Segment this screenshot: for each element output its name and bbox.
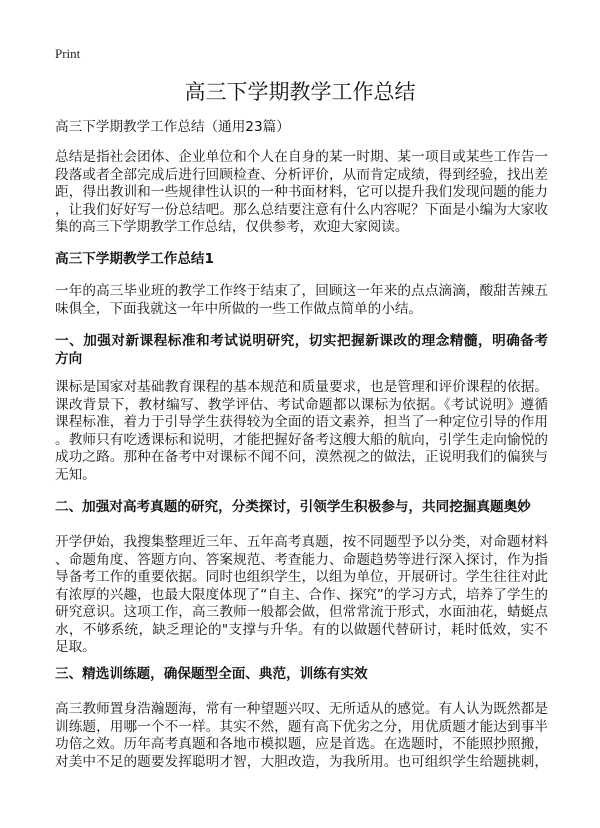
text-line: ，让我们好好写一份总结吧。那么总结要注意有什么内容呢？下面是小编为大家收 bbox=[55, 201, 548, 218]
text-line: 成功之路。那种在备考中对课标不闻不问，漠然视之的做法，正说明我们的偏狭与 bbox=[55, 449, 548, 465]
text-line: 课程标准，着力于引导学生获得较为全面的语文素养，担当了一种定位引导的作用 bbox=[55, 414, 548, 430]
paragraph-1 bbox=[55, 379, 548, 484]
print-link[interactable]: Print bbox=[55, 46, 81, 61]
text-line: 二、加强对高考真题的研究，分类探讨，引领学生积极参与，共同挖掘真题奥妙 bbox=[55, 499, 531, 515]
text-line: 课标是国家对基础教育课程的基本规范和质量要求，也是管理和评价课程的依据。 bbox=[55, 379, 548, 395]
paragraph-3 bbox=[55, 701, 548, 771]
text-line: 课改背景下，教材编写、教学评估、考试命题都以课标为依据。《考试说明》遵循 bbox=[55, 396, 548, 413]
text-line: 一、加强对新课程标准和考试说明研究，切实把握新课改的理念精髓，明确备考 bbox=[55, 333, 548, 349]
text-line: 三、精选训练题，确保题型全面、典范，训练有实效 bbox=[55, 666, 368, 682]
text-line: 总结是指社会团体、企业单位和个人在自身的某一时期、某一项目或某些工作告一 bbox=[55, 149, 548, 165]
text-line: 导备考工作的重要依据。同时也组织学生，以组为单位，开展研讨。学生往往对此 bbox=[55, 569, 548, 585]
paragraph-2 bbox=[55, 534, 548, 657]
text-line: 有浓厚的兴趣，也最大限度体现了“自主、合作、探究”的学习方式，培养了学生的 bbox=[55, 586, 548, 603]
text-line: 、命题角度、答题方向、答案规范、考查能力、命题趋势等进行深入探讨，作为指 bbox=[55, 551, 548, 568]
page-title: 高三下学期教学工作总结 bbox=[184, 80, 416, 104]
text-line: 无知。 bbox=[55, 466, 96, 483]
text-line: 功倍之效。历年高考真题和各地市模拟题，应是首选。在选题时，不能照抄照搬， bbox=[55, 736, 548, 752]
text-line: 水，不够系统，缺乏理论的"支撑与升华。有的以做题代替研讨，耗时低效，实不 bbox=[55, 621, 548, 638]
text-line: 高三下学期教学工作总结1 bbox=[55, 251, 214, 267]
heading-3 bbox=[55, 666, 548, 684]
text-line: 开学伊始，我搜集整理近三年、五年高考真题，按不同题型予以分类，对命题材料 bbox=[55, 534, 548, 550]
text-line: 段落或者全部完成后进行回顾检查、分析评价，从而肯定成绩，得到经验，找出差 bbox=[55, 166, 548, 183]
text-line: 足取。 bbox=[55, 639, 96, 655]
subtitle bbox=[55, 119, 548, 137]
text-line: 味俱全，下面我就这一年中所做的一些工作做点简单的小结。 bbox=[55, 300, 423, 317]
intro-paragraph bbox=[55, 149, 548, 237]
opening-paragraph bbox=[55, 283, 548, 318]
text-line: 方向 bbox=[55, 350, 83, 367]
section-title bbox=[55, 251, 548, 269]
text-line: 对美中不足的题要发挥聪明才智，大胆改造，为我所用。也可组织学生给题挑刺， bbox=[55, 753, 548, 770]
heading-1 bbox=[55, 333, 548, 368]
text-line: 。教师只有吃透课标和说明，才能把握好备考这艘大船的航向，引学生走向愉悦的 bbox=[55, 431, 548, 448]
text-line: 训练题，用哪一个不一样。其实不然，题有高下优劣之分，用优质题才能达到事半 bbox=[55, 718, 548, 735]
text-line: 高三教师置身浩瀚题海，常有一种望题兴叹、无所适从的感觉。有人认为既然都是 bbox=[55, 701, 548, 717]
heading-2 bbox=[55, 499, 548, 517]
text-line: 高三下学期教学工作总结（通用23篇） bbox=[55, 119, 290, 135]
text-line: 一年的高三毕业班的教学工作终于结束了，回顾这一年来的点点滴滴，酸甜苦辣五 bbox=[55, 283, 548, 299]
text-line: 距，得出教训和一些规律性认识的一种书面材料，它可以提升我们发现问题的能力 bbox=[55, 184, 548, 200]
text-line: 研究意识。这项工作，高三教师一般都会做，但常常流于形式，水面油花，蜻蜓点 bbox=[55, 604, 548, 620]
text-line: 集的高三下学期教学工作总结，仅供参考，欢迎大家阅读。 bbox=[55, 219, 409, 235]
